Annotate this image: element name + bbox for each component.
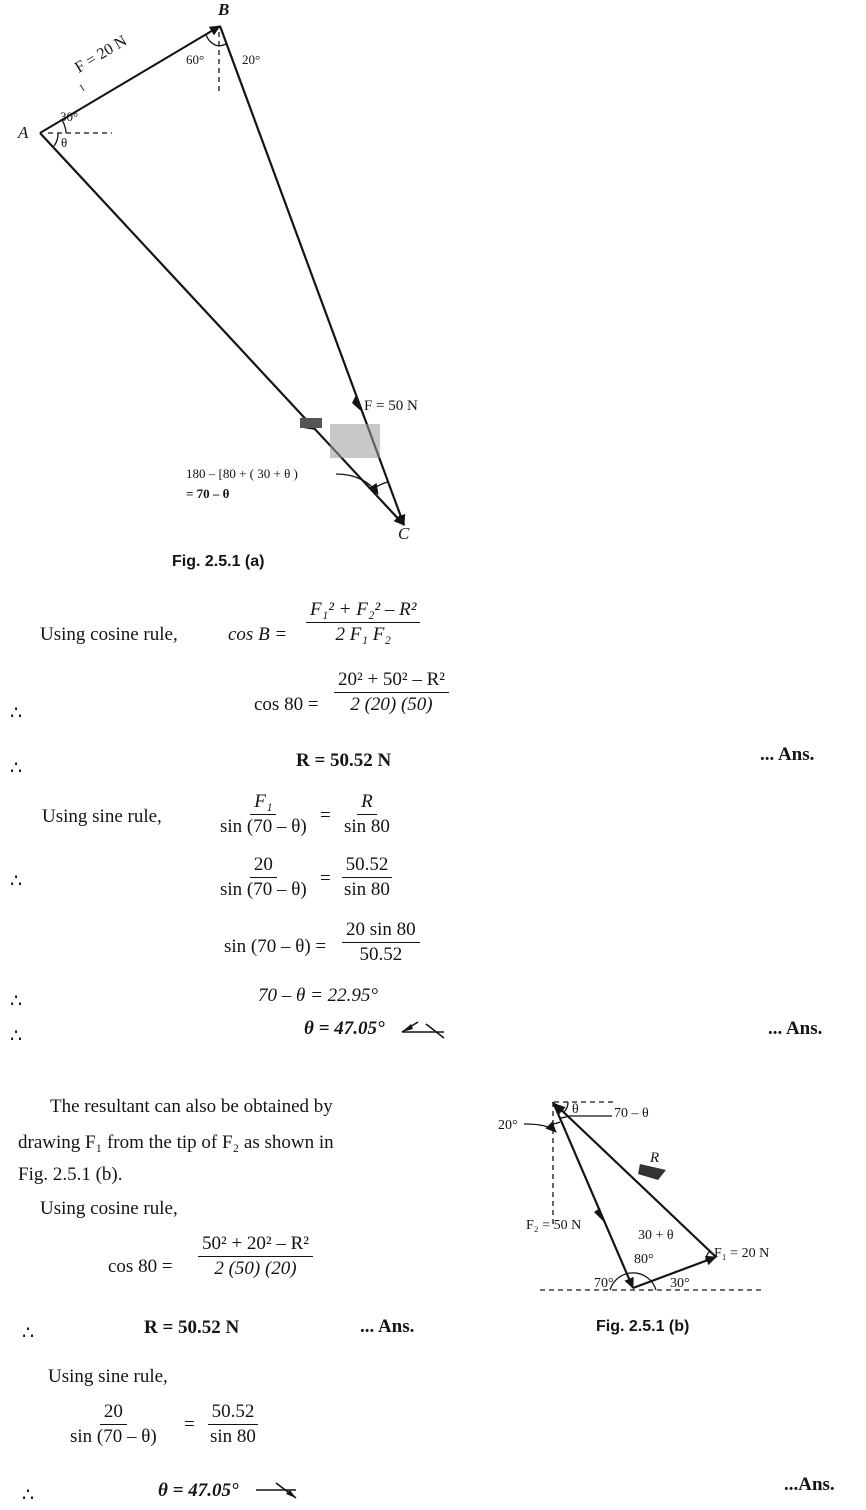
- cos80-fraction-b: [198, 1232, 313, 1281]
- sine-lhs-denominator: sin (70 – θ): [220, 816, 307, 837]
- equals-sign: =: [320, 868, 331, 889]
- equals-sign: =: [320, 805, 331, 826]
- therefore-symbol: ∴: [10, 1026, 23, 1047]
- angle-60-label: 60°: [186, 52, 205, 67]
- cos80-denominator: 2 (20) (50): [350, 694, 433, 715]
- sine2-rhs-denominator: sin 80: [344, 879, 390, 900]
- cos-b-lhs: cos B =: [228, 624, 288, 645]
- sine2-rhs-numerator: 50.52: [342, 853, 393, 878]
- angle-arc-70-minus-theta: [560, 1116, 568, 1118]
- angle-arc-theta: [564, 1102, 568, 1112]
- scan-noise: [330, 424, 380, 458]
- cos80-lhs-b: cos 80 =: [108, 1256, 173, 1277]
- resultant-vector: [555, 1104, 716, 1257]
- cosine-rule-intro: Using cosine rule,: [40, 624, 178, 645]
- sine-rhs-fraction-b: [206, 1400, 260, 1449]
- cos80-numerator-b: 50² + 20² – R²: [198, 1232, 313, 1257]
- fig-b-theta-label: θ: [572, 1102, 579, 1117]
- sine-lhs-fraction: [216, 790, 311, 839]
- angle-arc-theta: [54, 133, 58, 146]
- paragraph-line-3: Fig. 2.5.1 (b).: [18, 1164, 123, 1185]
- sine2-lhs-denominator: sin (70 – θ): [220, 879, 307, 900]
- therefore-symbol: ∴: [10, 758, 23, 779]
- fig-b-70-minus-theta-label: 70 – θ: [614, 1106, 649, 1121]
- force-f-label: F = 50 N: [364, 398, 418, 414]
- sin-numerator: 20 sin 80: [342, 918, 420, 943]
- angle-20-label: 20°: [242, 52, 261, 67]
- sine-lhs-denominator-b: sin (70 – θ): [70, 1426, 157, 1447]
- fig-b-r-label: R: [650, 1150, 660, 1166]
- cos80-fraction: [334, 668, 449, 717]
- vertex-b-label: B: [218, 0, 230, 19]
- sine-rule-intro: Using sine rule,: [42, 806, 162, 827]
- sin-fraction: [342, 918, 420, 967]
- fig-b-30-plus-theta-label: 30 + θ: [638, 1228, 674, 1243]
- force-f2-vector: [553, 1102, 633, 1288]
- fig-b-f2-label: F₂ = 50 N: [526, 1218, 582, 1233]
- direction-arrow-icon: [250, 1480, 302, 1502]
- sin-lhs: sin (70 – θ) =: [224, 936, 327, 957]
- answer-final: ...Ans.: [784, 1474, 835, 1495]
- angle-arc-20: [219, 44, 226, 46]
- force-f1-subscript: 1: [77, 82, 88, 95]
- answer-marker: ... Ans.: [768, 1018, 823, 1039]
- sine-rhs-numerator-b: 50.52: [208, 1400, 259, 1425]
- sin-denominator: 50.52: [359, 944, 403, 965]
- paragraph-line-2: drawing F₁ from the tip of F₂ as shown in: [18, 1132, 334, 1153]
- force-f1-label: F = 20 N: [72, 32, 131, 77]
- resultant-result: R = 50.52 N: [296, 750, 392, 771]
- scan-noise: [300, 418, 322, 428]
- angle-30-label: 30°: [60, 109, 79, 124]
- therefore-symbol: ∴: [22, 1323, 35, 1344]
- fig-b-30-label: 30°: [670, 1276, 690, 1291]
- paragraph-line-1: The resultant can also be obtained by: [50, 1096, 333, 1117]
- angle-theta-label: θ: [61, 135, 68, 150]
- sine-rhs-denominator: sin 80: [344, 816, 390, 837]
- answer-marker: ... Ans.: [360, 1316, 415, 1337]
- therefore-symbol: ∴: [10, 991, 23, 1012]
- sine2-lhs-numerator: 20: [250, 853, 277, 878]
- angle-arc-20: [553, 1122, 560, 1124]
- angle-expr-line2: = 70 – θ: [186, 486, 230, 501]
- step-70-minus-theta: 70 – θ = 22.95°: [258, 985, 379, 1006]
- sine-lhs-numerator-b: 20: [100, 1400, 127, 1425]
- equals-sign: =: [184, 1414, 195, 1435]
- vertex-a-label: A: [18, 123, 29, 142]
- angle-arc-60: [206, 34, 219, 46]
- sine-rhs-numerator: R: [357, 790, 377, 815]
- therefore-symbol: ∴: [10, 871, 23, 892]
- sine-lhs-fraction-b: [66, 1400, 161, 1449]
- answer-marker: ... Ans.: [760, 744, 815, 765]
- fig-b-20-label: 20°: [498, 1118, 518, 1133]
- sine-rhs-fraction: [340, 790, 394, 839]
- cos-b-fraction: [306, 598, 420, 647]
- therefore-symbol: ∴: [22, 1485, 35, 1506]
- therefore-symbol: ∴: [10, 703, 23, 724]
- sine-rule-intro-b: Using sine rule,: [48, 1366, 168, 1387]
- figure-a-caption: Fig. 2.5.1 (a): [172, 553, 265, 570]
- fig-b-70-label: 70°: [594, 1276, 614, 1291]
- figure-b-caption: Fig. 2.5.1 (b): [596, 1318, 690, 1335]
- theta-result-b: θ = 47.05°: [158, 1480, 239, 1501]
- theta-result: θ = 47.05°: [304, 1018, 385, 1039]
- pointer-20: [524, 1124, 556, 1132]
- fig-b-80-label: 80°: [634, 1252, 654, 1267]
- sine-rhs-denominator-b: sin 80: [210, 1426, 256, 1447]
- sine-lhs-numerator: F₁: [250, 790, 276, 815]
- cos80-numerator: 20² + 50² – R²: [334, 668, 449, 693]
- cos80-lhs: cos 80 =: [254, 694, 319, 715]
- direction-arrow-icon: [396, 1018, 448, 1040]
- cos-b-denominator: 2 F₁ F₂: [335, 624, 391, 645]
- fig-b-f1-label: F₁ = 20 N: [714, 1246, 770, 1261]
- cos80-denominator-b: 2 (50) (20): [214, 1258, 297, 1279]
- cos-b-numerator: F₁² + F₂² – R²: [306, 598, 420, 623]
- resultant-result-b: R = 50.52 N: [144, 1317, 240, 1338]
- sine2-rhs-fraction: [340, 853, 394, 902]
- cosine-rule-intro-b: Using cosine rule,: [40, 1198, 178, 1219]
- sine2-lhs-fraction: [216, 853, 311, 902]
- vertex-c-label: C: [398, 524, 410, 543]
- angle-expr-line1: 180 – [80 + ( 30 + θ ): [186, 466, 298, 481]
